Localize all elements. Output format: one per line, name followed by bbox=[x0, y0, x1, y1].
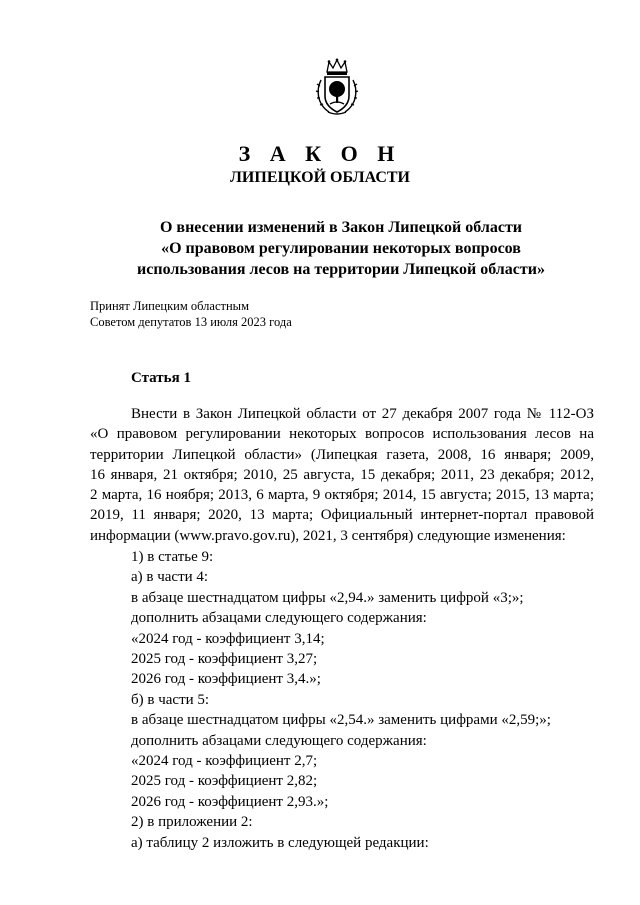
paragraph-line: территории Липецкой области» (Липецкая газета, 2008, 16 января; 2009, bbox=[90, 446, 594, 463]
amendment-item: «2024 год - коэффициент 2,7; bbox=[131, 753, 318, 770]
paragraph-line: «О правовом регулировании некоторых вопросов использования лесов на bbox=[90, 426, 594, 443]
amendment-item: 2025 год - коэффициент 2,82; bbox=[131, 773, 318, 790]
adoption-note-line: Советом депутатов 13 июля 2023 года bbox=[90, 315, 292, 329]
paragraph-line: 2 марта, 16 ноября; 2013, 6 марта, 9 октября; 2014, 15 августа; 2015, 13 марта; bbox=[90, 487, 594, 504]
adoption-note-line: Принят Липецким областным bbox=[90, 299, 249, 313]
amendment-item: «2024 год - коэффициент 3,14; bbox=[131, 630, 325, 647]
law-title: З А К О Н bbox=[238, 141, 402, 166]
amendment-item: дополнить абзацами следующего содержания: bbox=[131, 610, 427, 627]
law-subject-line: О внесении изменений в Закон Липецкой области bbox=[159, 219, 523, 236]
law-subject-line: «О правовом регулировании некоторых вопросов bbox=[161, 240, 521, 257]
coat-of-arms-icon bbox=[315, 58, 359, 116]
paragraph-line: 2019, 11 января; 2020, 13 марта; Официальный интернет-портал правовой bbox=[90, 507, 594, 524]
amendment-item: а) в части 4: bbox=[131, 569, 209, 586]
paragraph-line: 16 января, 21 октября; 2010, 25 августа, 15 декабря; 2011, 23 декабря; 2012, bbox=[90, 466, 594, 483]
adoption-note bbox=[90, 298, 292, 330]
amendment-item: 2026 год - коэффициент 2,93.»; bbox=[131, 793, 329, 810]
paragraph-line: информации (www.pravo.gov.ru), 2021, 3 сентября) следующие изменения: bbox=[90, 527, 566, 544]
amendment-item: 1) в статье 9: bbox=[131, 549, 214, 565]
amendment-list bbox=[131, 547, 551, 853]
article-heading: Статья 1 bbox=[131, 370, 191, 386]
amendment-item: 2026 год - коэффициент 3,4.»; bbox=[131, 671, 321, 688]
paragraph-line: Внести в Закон Липецкой области от 27 декабря 2007 года № 112-ОЗ bbox=[131, 406, 594, 422]
amendment-item: в абзаце шестнадцатом цифры «2,54.» заменить цифрами «2,59;»; bbox=[131, 712, 551, 729]
amendment-item: в абзаце шестнадцатом цифры «2,94.» заменить цифрой «3;»; bbox=[131, 589, 524, 606]
amendment-item: дополнить абзацами следующего содержания: bbox=[131, 732, 427, 749]
law-subject bbox=[90, 217, 592, 280]
amendment-item: а) таблицу 2 изложить в следующей редакции: bbox=[131, 834, 429, 851]
amendment-item: б) в части 5: bbox=[131, 691, 210, 708]
amendment-item: 2025 год - коэффициент 3,27; bbox=[131, 651, 318, 668]
article-intro-paragraph bbox=[90, 404, 594, 546]
amendment-item: 2) в приложении 2: bbox=[131, 814, 253, 831]
law-region: ЛИПЕЦКОЙ ОБЛАСТИ bbox=[230, 169, 410, 186]
law-subject-line: использования лесов на территории Липецкой области» bbox=[137, 261, 545, 278]
